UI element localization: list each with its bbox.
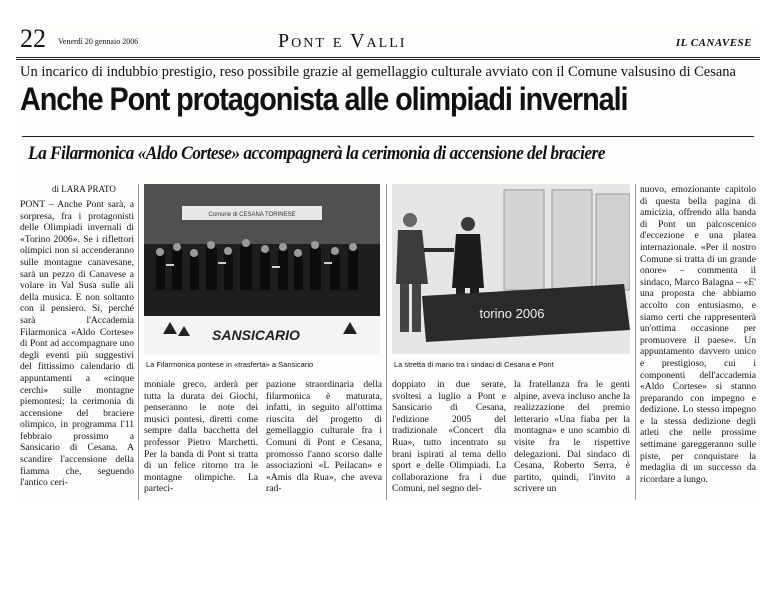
- column-rule: [138, 184, 139, 500]
- article-column-4: [392, 379, 506, 499]
- band-photo-caption: La Filarmonica pontese in «trasferta» a Sansicario: [146, 360, 314, 369]
- band-photo-image: [144, 184, 380, 354]
- subheadline: La Filarmonica «Aldo Cortese» accompagnerà la cerimonia di accensione del braciere: [28, 143, 605, 164]
- issue-date: Venerdì 20 gennaio 2006: [58, 37, 139, 46]
- handshake-photo-image: [392, 184, 630, 354]
- newspaper-page: [16, 24, 760, 500]
- article-column-1: [20, 199, 134, 499]
- band-photo: [144, 184, 380, 354]
- article-column-5: [514, 379, 630, 499]
- article-full-text: [16, 24, 17, 25]
- kicker-line: Un incarico di indubbio prestigio, reso possibile grazie al gemellaggio culturale avviato con il Comune valsusino di Cesana: [20, 64, 736, 80]
- column-text: pazione straordinaria della filarmonica è maturata, infatti, in seguito all'ottima riuscita del progetto di gemellaggio culturale fra i Comuni di Pont e Cesana, promosso l'anno scorso dalle associazioni «L Peilacan» e «Amis dla Rua», che aveva rad-: [266, 379, 382, 495]
- photo-top-banner: Comune di CESANA TORINESE: [208, 212, 296, 218]
- column-text: nuovo, emozionante capitolo di questa bella pagina di amicizia, offrendo alla banda di Pont un palcoscenico d'eccezione e una platea internazionale. «Per il nostro Comune si tratta di un grande onore» – commenta il sindaco, Marco Balagna – «E' una proposta che abbiamo accolto con entusiasmo, e siamo certi che rappresenterà un'ottima occasione per promuovere il paese». Un appuntamento davvero unico e prestigioso, cui i componenti dell'accademia «Aldo Cortese» si stanno preparando con impegno e dedizione. Lo stesso impegno e la stessa dedizione degli atleti che nelle prossime settimane gareggeranno sulle piste, per conquistare la medaglia di un successo da ricordare a lungo.: [640, 184, 756, 485]
- column-rule: [635, 184, 636, 500]
- column-text: moniale greco, arderà per tutta la durata dei Giochi, penseranno le note dei musici pontesi, diretti come sempre dalla bacchetta del professor Pietro Marchetti. Per la banda di Pont si tratta di un felice ritorno tra le montagne olimpiche. La parteci-: [144, 379, 258, 495]
- publication-name: IL CANAVESE: [675, 37, 752, 49]
- article-column-3: [266, 379, 382, 499]
- article-column-2: [144, 379, 258, 499]
- masthead-rule: [16, 57, 760, 58]
- handshake-photo-caption: La stretta di mano tra i sindaci di Cesana e Pont: [394, 360, 554, 369]
- section-title: Pont e Valli: [278, 30, 407, 52]
- handshake-photo: [392, 184, 630, 354]
- masthead-rule-thin: [16, 59, 760, 60]
- headline-rule: [22, 136, 754, 137]
- column-rule: [386, 184, 387, 500]
- page-number: 22: [20, 24, 46, 53]
- article-column-6: [640, 184, 756, 500]
- photo-banner-logo: torino 2006: [479, 306, 545, 321]
- headline: Anche Pont protagonista alle olimpiadi invernali: [20, 81, 628, 117]
- column-text: doppiato in due serate, svoltesi a luglio a Pont e Sansicario di Cesana, l'edizione 2005 del tradizionale «Concert dla Rua», tutto incentrato su brani ispirati al tema dello sport e delle Olimpiadi. La collaborazione fra i due Comuni, nel segno del-: [392, 379, 506, 495]
- column-text: la fratellanza fra le genti alpine, aveva incluso anche la realizzazione del premio letterario «Una fiaba per la montagna» e uno scambio di visite fra le rispettive delegazioni. Dal sindaco di Cesana, Roberto Serra, è partito, quindi, l'invito a scrivere un: [514, 379, 630, 495]
- byline: di LARA PRATO: [52, 184, 116, 194]
- photo-banner-text: SANSICARIO: [212, 327, 300, 343]
- column-text: PONT – Anche Pont sarà, a sorpresa, fra i protagonisti delle Olimpiadi invernali di «Torino 2006». Se i riflettori olimpici non si accenderanno sulle montagne canavesane, sarà un pezzo di Canavese a volare in Val Susa sulle ali della musica. E non soltanto con il pensiero. Sì, perché sarà l'Accademia Filarmonica «Aldo Cortese» di Pont ad accompagnare uno degli eventi più suggestivi del fittissimo calendario di appuntamenti a «cinque cerchi» sulle montagne piemontesi: la cerimonia di accensione del braciere olimpico, in programma l'11 febbraio prossimo a Sansicario di Cesana. A scandire l'accensione della fiamma che, seguendo l'antico ceri-: [20, 199, 134, 489]
